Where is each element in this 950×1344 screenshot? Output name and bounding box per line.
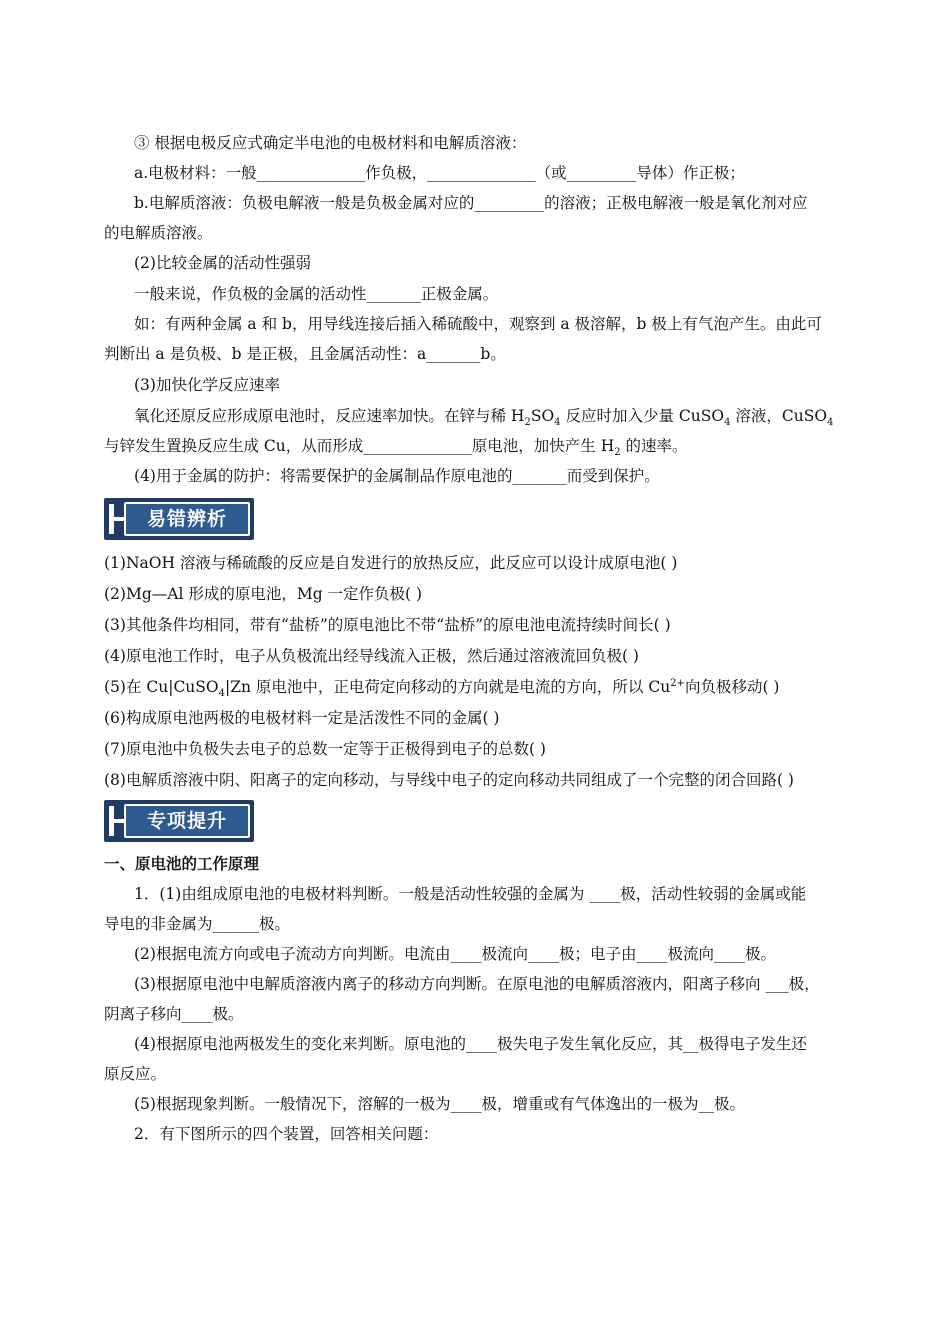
question-line: (1)NaOH 溶液与稀硫酸的反应是自发进行的放热反应，此反应可以设计成原电池( ) [104, 554, 678, 572]
question-line: (4)原电池工作时，电子从负极流出经导线流入正极，然后通过溶液流回负极( ) [104, 647, 639, 665]
section-heading: 一、原电池的工作原理 [104, 854, 260, 873]
question-line: (6)构成原电池两极的电极材料一定是活泼性不同的金属( ) [104, 709, 500, 727]
text-line: (2)根据电流方向或电子流动方向判断。电流由____极流向____极；电子由____极流向____极。 [134, 945, 776, 963]
text-line: ③ 根据电极反应式确定半电池的电极材料和电解质溶液： [134, 134, 527, 152]
question-line: (2)Mg—Al 形成的原电池，Mg 一定作负极( ) [104, 585, 423, 603]
text-line: 与锌发生置换反应生成 Cu，从而形成______________原电池，加快产生 $H_2$ 的速率。 [104, 437, 688, 459]
question-line: (8)电解质溶液中阴、阳离子的定向移动，与导线中电子的定向移动共同组成了一个完整的闭合回路( ) [104, 771, 794, 789]
text-line: a.电极材料：一般______________作负极，______________（或_________导体）作正极； [134, 164, 745, 182]
text-line: (3)加快化学反应速率 [134, 376, 280, 394]
text-line: (3)根据原电池中电解质溶液内离子的移动方向判断。在原电池的电解质溶液内，阳离子移向 ___极， [134, 975, 820, 993]
question-line: (5)在 Cu|CuSO$_4$|Zn 原电池中，正电荷定向移动的方向就是电流的方向，所以 $Cu^{2+}$向负极移动( ) [104, 677, 780, 700]
text-line: 导电的非金属为______极。 [104, 915, 291, 933]
text-line: 如：有两种金属 a 和 b，用导线连接后插入稀硫酸中，观察到 a 极溶解，b 极上有气泡产生。由此可 [134, 315, 822, 333]
text-line: 的电解质溶液。 [104, 224, 213, 242]
text-line: (4)用于金属的防护：将需要保护的金属制品作原电池的_______而受到保护。 [134, 467, 660, 485]
section-tag-improve [104, 800, 254, 842]
question-line: (3)其他条件均相同，带有“盐桥”的原电池比不带“盐桥”的原电池电流持续时间长( ) [104, 616, 671, 634]
text-line: (2)比较金属的活动性强弱 [134, 254, 311, 272]
text-line: (4)根据原电池两极发生的变化来判断。原电池的____极失电子发生氧化反应，其__极得电子发生还 [134, 1035, 807, 1053]
section-tag-label: 易错辨析 [146, 508, 227, 530]
question-line: (7)原电池中负极失去电子的总数一定等于正极得到电子的总数( ) [104, 740, 546, 758]
section-tag-label: 专项提升 [146, 810, 227, 832]
text-line: 阴离子移向____极。 [104, 1005, 244, 1023]
text-line: 原反应。 [104, 1065, 167, 1083]
text-line: 氧化还原反应形成原电池时，反应速率加快。在锌与稀 $H_2SO_4$ 反应时加入少量 CuSO$_4$ 溶液，CuSO$_4$ [134, 407, 834, 429]
text-line: 判断出 a 是负极、b 是正极，且金属活动性：a_______b。 [104, 345, 506, 363]
text-line: 2．有下图所示的四个装置，回答相关问题： [134, 1125, 439, 1143]
text-line: (5)根据现象判断。一般情况下，溶解的一极为____极，增重或有气体逸出的一极为__极。 [134, 1095, 745, 1113]
text-line: b.电解质溶液：负极电解液一般是负极金属对应的_________的溶液；正极电解液一般是氧化剂对应 [134, 194, 808, 212]
section-tag-errors [104, 498, 254, 540]
text-line: 1．(1)由组成原电池的电极材料判断。一般是活动性较强的金属为 ____极，活动性较弱的金属或能 [134, 885, 807, 903]
text-line: 一般来说，作负极的金属的活动性_______正极金属。 [134, 285, 499, 303]
